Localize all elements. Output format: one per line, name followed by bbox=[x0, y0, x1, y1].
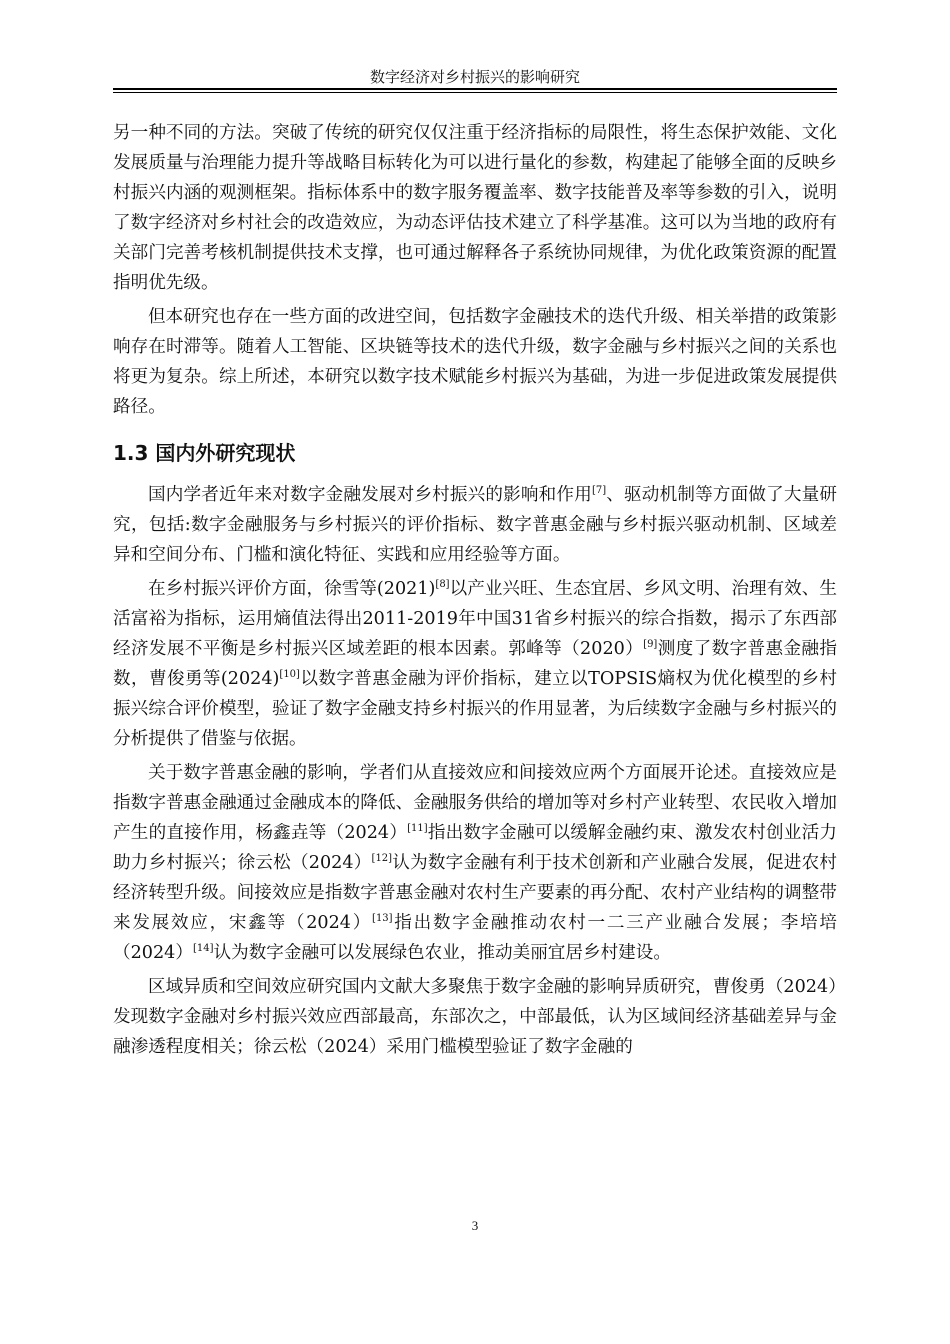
text-run: 认为数字金融可以发展绿色农业，推动美丽宜居乡村建设。 bbox=[213, 943, 671, 963]
paragraph-1: 另一种不同的方法。突破了传统的研究仅仅注重于经济指标的局限性，将生态保护效能、文化发展质量与治理能力提升等战略目标转化为可以进行量化的参数，构建起了能够全面的反映乡村振兴内涵的观测框架。指标体系中的数字服务覆盖率、数字技能普及率等参数的引入，说明了数字经济对乡村社会的改造效应，为动态评估技术建立了科学基准。这可以为当地的政府有关部门完善考核机制提供技术支撑，也可通过解释各子系统协同规律，为优化政策资源的配置指明优先级。 bbox=[113, 123, 837, 293]
text-run: 指出数字金融推动农村一二三产业融合发展；李培培（2024） bbox=[113, 913, 837, 963]
page-number: 3 bbox=[471, 1218, 479, 1233]
text-run: 以产业兴旺、生态宜居、乡风文明、治理有效、生活富裕为指标，运用熵值法得出2011-2019年中国31省乡村振兴的综合指数，揭示了东西部经济发展不平衡是乡村振兴区域差距的根本因素。郭峰等（2020） bbox=[113, 579, 837, 659]
header-rule-thin bbox=[113, 92, 837, 93]
citation: [13] bbox=[372, 913, 393, 925]
text-run: 测度了数字普惠金融指数，曹俊勇等(2024) bbox=[113, 639, 837, 689]
running-header: 数字经济对乡村振兴的影响研究 bbox=[369, 68, 580, 86]
paragraph-6: 区域异质和空间效应研究国内文献大多聚焦于数字金融的影响异质研究，曹俊勇（2024）发现数字金融对乡村振兴效应西部最高，东部次之，中部最低，认为区域间经济基础差异与金融渗透程度相关；徐云松（2024）采用门槛模型验证了数字金融的 bbox=[113, 977, 837, 1057]
section-heading: 1.3 国内外研究现状 bbox=[113, 441, 296, 465]
paragraph-4 bbox=[113, 574, 837, 754]
citation: [9] bbox=[643, 639, 658, 651]
citation: [14] bbox=[192, 943, 214, 955]
text-run: 认为数字金融有利于技术创新和产业融合发展，促进农村经济转型升级。间接效应是指数字普惠金融对农村生产要素的再分配、农村产业结构的调整带来发展效应，宋鑫等（2024） bbox=[113, 853, 837, 933]
citation: [11] bbox=[407, 823, 428, 835]
citation: [12] bbox=[371, 853, 393, 865]
header-rule-thick bbox=[113, 88, 837, 90]
paragraph-5 bbox=[113, 758, 837, 968]
citation: [8] bbox=[435, 579, 450, 591]
text-run: 国内学者近年来对数字金融发展对乡村振兴的影响和作用 bbox=[148, 485, 592, 505]
body-text bbox=[113, 118, 837, 1066]
paragraph-2: 但本研究也存在一些方面的改进空间，包括数字金融技术的迭代升级、相关举措的政策影响存在时滞等。随着人工智能、区块链等技术的迭代升级，数字金融与乡村振兴之间的关系也将更为复杂。综上所述，本研究以数字技术赋能乡村振兴为基础，为进一步促进政策发展提供路径。 bbox=[113, 307, 837, 417]
citation: [10] bbox=[279, 669, 300, 681]
text-run: 、驱动机制等方面做了大量研究，包括:数字金融服务与乡村振兴的评价指标、数字普惠金融与乡村振兴驱动机制、区域差异和空间分布、门槛和演化特征、实践和应用经验等方面。 bbox=[113, 485, 837, 565]
text-run: 关于数字普惠金融的影响，学者们从直接效应和间接效应两个方面展开论述。直接效应是指数字普惠金融通过金融成本的降低、金融服务供给的增加等对乡村产业转型、农民收入增加产生的直接作用，杨鑫垚等（2024） bbox=[113, 763, 837, 843]
text-run: 指出数字金融可以缓解金融约束、激发农村创业活力助力乡村振兴；徐云松（2024） bbox=[113, 823, 837, 873]
text-run: 以数字普惠金融为评价指标，建立以TOPSIS熵权为优化模型的乡村振兴综合评价模型，验证了数字金融支持乡村振兴的作用显著，为后续数字金融与乡村振兴的分析提供了借鉴与依据。 bbox=[113, 669, 837, 749]
text-run: 在乡村振兴评价方面，徐雪等(2021) bbox=[148, 579, 436, 599]
citation: [7] bbox=[591, 485, 607, 497]
paragraph-3 bbox=[113, 480, 837, 570]
